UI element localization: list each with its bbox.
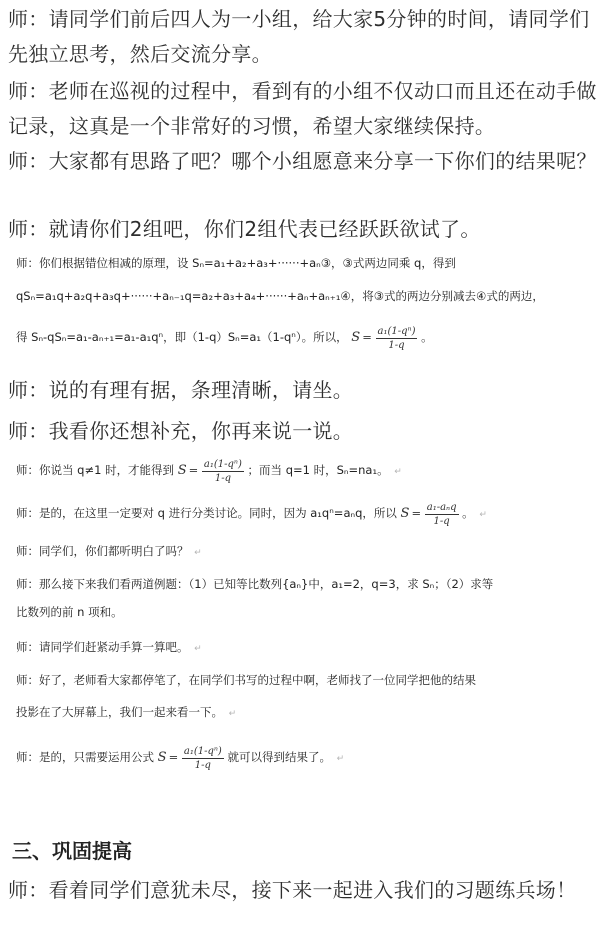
formula-fraction [376, 325, 418, 352]
formula-numerator: a₁(1-qⁿ) [183, 745, 222, 757]
dialog-2-text: 师：是的，在这里一定要对 q 进行分类讨论。同时，因为 a₁qⁿ=aₙq，所以 [16, 506, 397, 520]
paragraph-mark: ↵ [228, 709, 237, 719]
dialog-7-text: 师：是的，只需要运用公式 [16, 750, 154, 764]
derivation-line-2: qSₙ=a₁q+a₂q+a₃q+······+aₙ₋₁q=a₂+a₃+a₄+······+aₙ+aₙ₊₁④，将③式的两边分别减去④式的两边， [16, 289, 544, 303]
dialog-6b-text: 投影在了大屏幕上，我们一起来看一下。 [16, 705, 223, 719]
paragraph-mark: ↵ [194, 548, 202, 558]
formula-lhs: S [157, 750, 167, 765]
formula-fraction [202, 458, 244, 485]
dialog-1-text: 师：你说当 q≠1 时，才能得到 [16, 463, 175, 477]
formula-denominator: 1-q [214, 472, 231, 484]
paragraph-mark: ↵ [194, 644, 202, 654]
formula-numerator: a₁(1-qⁿ) [377, 325, 416, 337]
formula-denominator: 1-q [433, 515, 450, 527]
dialog-1-text-end: ；而当 q=1 时，Sₙ=na₁。 [247, 463, 389, 477]
derivation-line-1: 师：你们根据错位相减的原理，设 Sₙ=a₁+a₂+a₃+······+aₙ③，③式两边同乘 q，得到 [16, 256, 456, 270]
dialog-line-4b: 比数列的前 n 项和。 [16, 605, 123, 619]
sum-formula: S = $\frac{\text{a₁(1-qⁿ)}}{1-q}$ [157, 745, 222, 771]
formula-lhs: S [351, 330, 361, 345]
formula-fraction [425, 501, 459, 528]
paragraph-share-results: 师：大家都有思路了吧？哪个小组愿意来分享一下你们的结果呢？ [8, 149, 597, 173]
sum-formula-alt: S = $\frac{\text{a₁-aₙq}}{1-q}$ [400, 501, 457, 527]
formula-numerator: a₁-aₙq [426, 501, 457, 513]
dialog-line-5 [16, 637, 602, 659]
formula-numerator: a₁(1-qⁿ) [203, 458, 242, 470]
sum-formula: S = $\frac{\text{a₁(1-qⁿ)}}{1-q}$ [351, 325, 416, 351]
paragraph-teacher-observation: 师：老师在巡视的过程中，看到有的小组不仅动口而且还在动手做记录，这真是一个非常好的习惯，希望大家继续保持。 [8, 79, 597, 138]
dialog-line-4a: 师：那么接下来我们看两道例题：（1）已知等比数列{aₙ}中，a₁=2，q=3，求 Sₙ；（2）求等 [16, 577, 494, 591]
formula-fraction [182, 745, 224, 772]
section-heading: 三、巩固提高 [12, 839, 132, 863]
formula-lhs: S [177, 463, 187, 478]
formula-denominator: 1-q [194, 759, 211, 771]
dialog-7-text-end: 就可以得到结果了。 [227, 750, 331, 764]
dialog-line-6a: 师：好了，老师看大家都停笔了，在同学们书写的过程中啊，老师找了一位同学把他的结果 [16, 673, 476, 687]
paragraph-practice: 师：看着同学们意犹未尽，接下来一起进入我们的习题练兵场！ [8, 878, 577, 902]
dialog-3-text: 师：同学们，你们都听明白了吗？ [16, 544, 189, 558]
formula-lhs: S [400, 506, 410, 521]
dialog-line-3 [16, 541, 602, 563]
paragraph-group-work: 师：请同学们前后四人为一小组，给大家5分钟的时间，请同学们先独立思考，然后交流分享。 [8, 7, 590, 66]
dialog-5-text: 师：请同学们赶紧动手算一算吧。 [16, 640, 189, 654]
paragraph-supplement: 师：我看你还想补充，你再来说一说。 [8, 419, 354, 443]
paragraph-mark: ↵ [336, 754, 345, 764]
dialog-line-1 [16, 455, 602, 487]
sum-formula: S = $\frac{\text{a₁(1-qⁿ)}}{1-q}$ [177, 458, 242, 484]
derivation-line-3-text: 得 Sₙ-qSₙ=a₁-aₙ₊₁=a₁-a₁qⁿ，即（1-q）Sₙ=a₁（1-qⁿ）。所以， [16, 330, 348, 344]
paragraph-praise: 师：说的有理有据，条理清晰，请坐。 [8, 378, 354, 402]
paragraph-mark: ↵ [394, 467, 402, 477]
formula-denominator: 1-q [388, 339, 405, 351]
dialog-line-7 [16, 740, 602, 776]
dialog-line-6b [16, 702, 602, 724]
paragraph-group-two: 师：就请你们2组吧，你们2组代表已经跃跃欲试了。 [8, 217, 481, 241]
paragraph-mark: ↵ [479, 510, 487, 520]
dialog-line-2: 师：是的，在这里一定要对 q 进行分类讨论。同时，因为 a₁qⁿ=aₙq，所以 S = $\frac{\text{a₁-aₙq}}{1-q}$ 。 ↵ [16, 498, 602, 530]
derivation-line-3: 得 Sₙ-qSₙ=a₁-aₙ₊₁=a₁-a₁qⁿ，即（1-q）Sₙ=a₁（1-qⁿ）。所以， S = $\frac{\text{a₁(1-qⁿ)}}{1-q}$ 。 [16, 320, 602, 355]
